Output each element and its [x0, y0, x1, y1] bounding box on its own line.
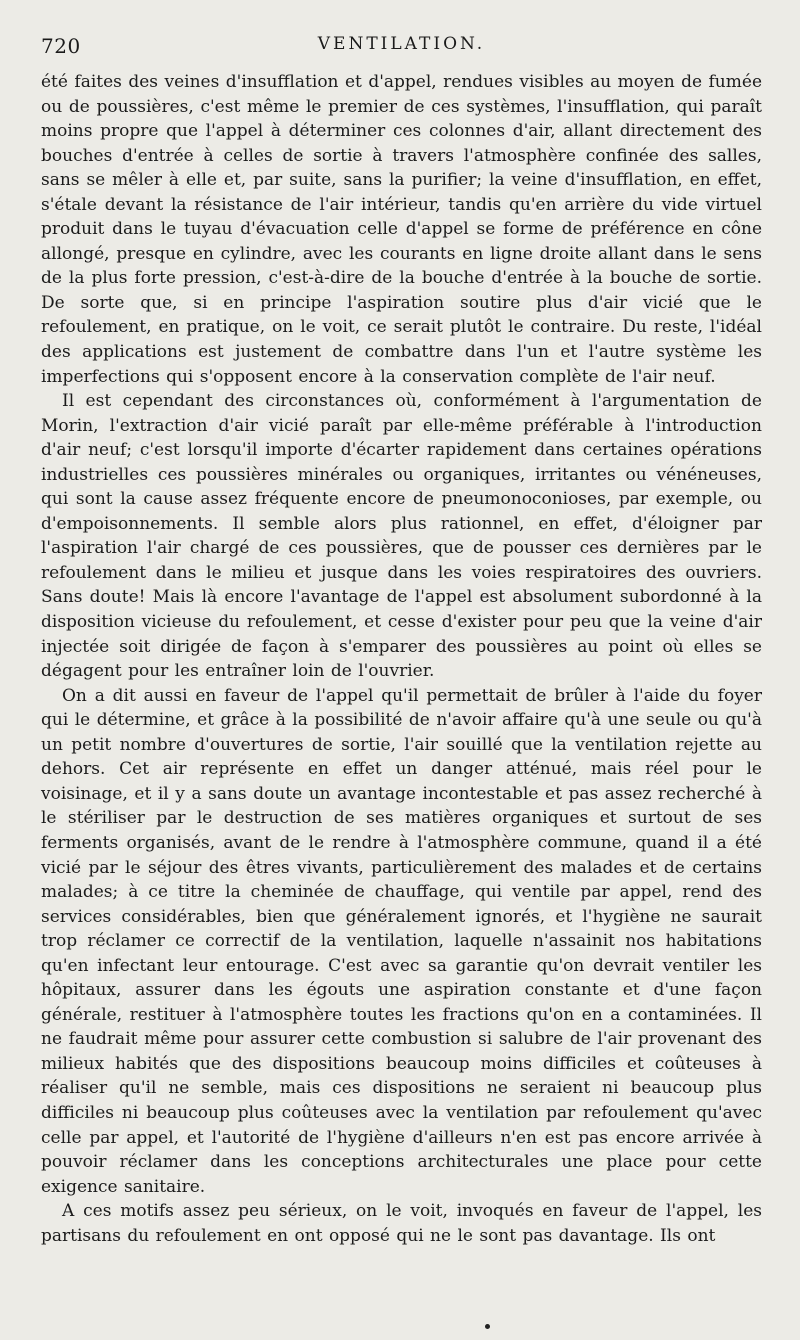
- paragraph-continuation: été faites des veines d'insufflation et d'appel, rendues visibles au moyen de fumée ou de poussières, c'est même le premier de ces systèmes, l'insufflation, qui paraît moins propre que l'appel à déterminer ces colonnes d'air, allant directement des bouches d'entrée à celles de sortie à travers l'atmosphère confinée des salles, sans se mêler à elle et, par suite, sans la purifier; la veine d'insufflation, en effet, s'étale devant la résistance de l'air intérieur, tandis qu'en arrière du vide virtuel produit dans le tuyau d'évacuation celle d'appel se forme de préférence en cône allongé, presque en cylindre, avec les courants en ligne droite allant dans le sens de la plus forte pression, c'est-à-dire de la bouche d'entrée à la bouche de sortie. De sorte que, si en principe l'aspiration soutire plus d'air vicié que le refoulement, en pratique, on le voit, ce serait plutôt le contraire. Du reste, l'idéal des applications est justement de combattre dans l'un et l'autre système les imperfections qui s'opposent encore à la conservation complète de l'air neuf.: [41, 72, 762, 387]
- running-title: VENTILATION.: [317, 34, 486, 54]
- page-number: 720: [41, 34, 81, 58]
- paragraph-combustion: On a dit aussi en faveur de l'appel qu'il permettait de brûler à l'aide du foyer qui le détermine, et grâce à la possibilité de n'avoir affaire qu'à une seule ou qu'à un petit nombre d'ouvertures de sortie, l'air souillé que la ventilation rejette au dehors. Cet air représente en effet un danger atténué, mais réel pour le voisinage, et il y a sans doute un avantage incontestable et pas assez recherché à le stériliser par le destruction de ses matières organiques et surtout de ses ferments organisés, avant de le rendre à l'atmosphère commune, quand il a été vicié par le séjour des êtres vivants, particulièrement des malades et de certains malades; à ce titre la cheminée de chauffage, qui ventile par appel, rend des services considérables, bien que généralement ignorés, et l'hygiène ne saurait trop réclamer ce correctif de la ventilation, laquelle n'assainit nos habitations qu'en infectant leur entourage. C'est avec sa garantie qu'on devrait ventiler les hôpitaux, assurer dans les égouts une aspiration constante et d'une façon générale, restituer à l'atmosphère toutes les fractions qu'on en a contaminées. Il ne faudrait même pour assurer cette combustion si salubre de l'air provenant des milieux habités que des dispositions beaucoup moins difficiles et coûteuses à réaliser qu'il ne semble, mais ces dispositions ne seraient ni beaucoup plus difficiles ni beaucoup plus coûteuses avec la ventilation par refoulement qu'avec celle par appel, et l'autorité de l'hygiène d'ailleurs n'en est pas encore arrivée à pouvoir réclamer dans les conceptions architecturales une place pour cette exigence sanitaire.: [41, 685, 762, 1197]
- body-text: [41, 70, 762, 1248]
- paragraph-morin-argument: Il est cependant des circonstances où, conformément à l'argumentation de Morin, l'extraction d'air vicié paraît par elle-même préférable à l'introduction d'air neuf; c'est lorsqu'il importe d'écarter rapidement dans certaines opérations industrielles ces poussières minérales ou organiques, irritantes ou vénéneuses, qui sont la cause assez fréquente encore de pneumonoconioses, par exemple, ou d'empoisonnements. Il semble alors plus rationnel, en effet, d'éloigner par l'aspiration l'air chargé de ces poussières, que de pousser ces dernières par le refoulement dans le milieu et jusque dans les voies respiratoires des ouvriers. Sans doute! Mais là encore l'avantage de l'appel est absolument subordonné à la disposition vicieuse du refoulement, et cesse d'exister pour peu que la veine d'air injectée soit dirigée de façon à s'emparer des poussières au point où elles se dégagent pour les entraîner loin de l'ouvrier.: [41, 391, 762, 682]
- paragraph-partisans: A ces motifs assez peu sérieux, on le voit, invoqués en faveur de l'appel, les partisans du refoulement en ont opposé qui ne le sont pas davantage. Ils ont: [41, 1201, 762, 1246]
- ink-dot: [485, 1324, 490, 1329]
- page-header: [41, 30, 762, 64]
